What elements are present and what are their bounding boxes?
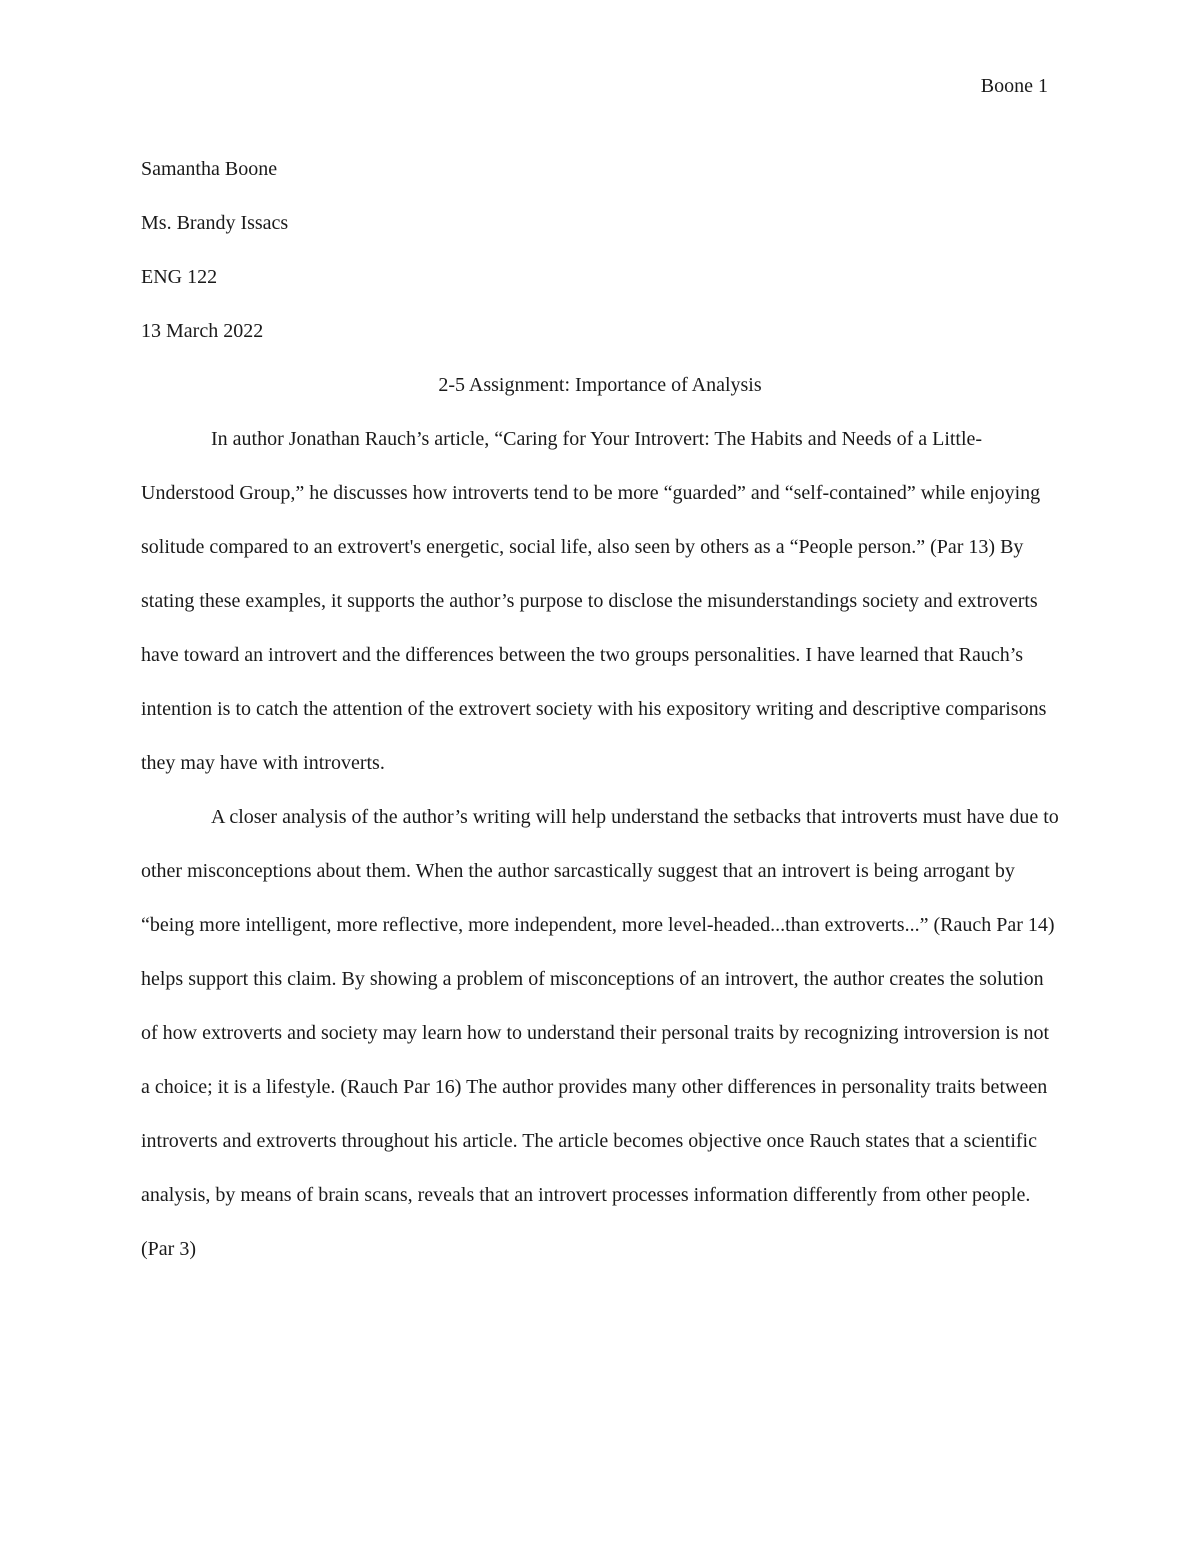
essay-date: 13 March 2022 — [141, 320, 264, 342]
student-name: Samantha Boone — [141, 158, 278, 180]
essay-body — [141, 142, 1059, 1276]
running-header: Boone 1 — [980, 75, 1048, 97]
instructor-name: Ms. Brandy Issacs — [141, 212, 289, 234]
essay-paragraph-2: A closer analysis of the author’s writing will help understand the setbacks that introverts must have due to other misconceptions about them. When the author sarcastically suggest that an introvert is being arrogant by “being more intelligent, more reflective, more independent, more level-headed...than extroverts...” (Rauch Par 14) helps support this claim. By showing a problem of misconceptions of an introvert, the author creates the solution of how extroverts and society may learn how to understand their personal traits by recognizing introversion is not a choice; it is a lifestyle. (Rauch Par 16) The author provides many other differences in personality traits between introverts and extroverts throughout his article. The article becomes objective once Rauch states that a scientific analysis, by means of brain scans, reveals that an introvert processes information differently from other people. (Par 3) — [141, 806, 1059, 1260]
essay-title: 2-5 Assignment: Importance of Analysis — [438, 374, 762, 396]
course-code: ENG 122 — [141, 266, 218, 288]
essay-paragraph-1: In author Jonathan Rauch’s article, “Caring for Your Introvert: The Habits and Needs of a Little-Understood Group,” he discusses how introverts tend to be more “guarded” and “self-contained” while enjoying solitude compared to an extrovert's energetic, social life, also seen by others as a “People person.” (Par 13) By stating these examples, it supports the author’s purpose to disclose the misunderstandings society and extroverts have toward an introvert and the differences between the two groups personalities. I have learned that Rauch’s intention is to catch the attention of the extrovert society with his expository writing and descriptive comparisons they may have with introverts. — [141, 428, 1047, 774]
